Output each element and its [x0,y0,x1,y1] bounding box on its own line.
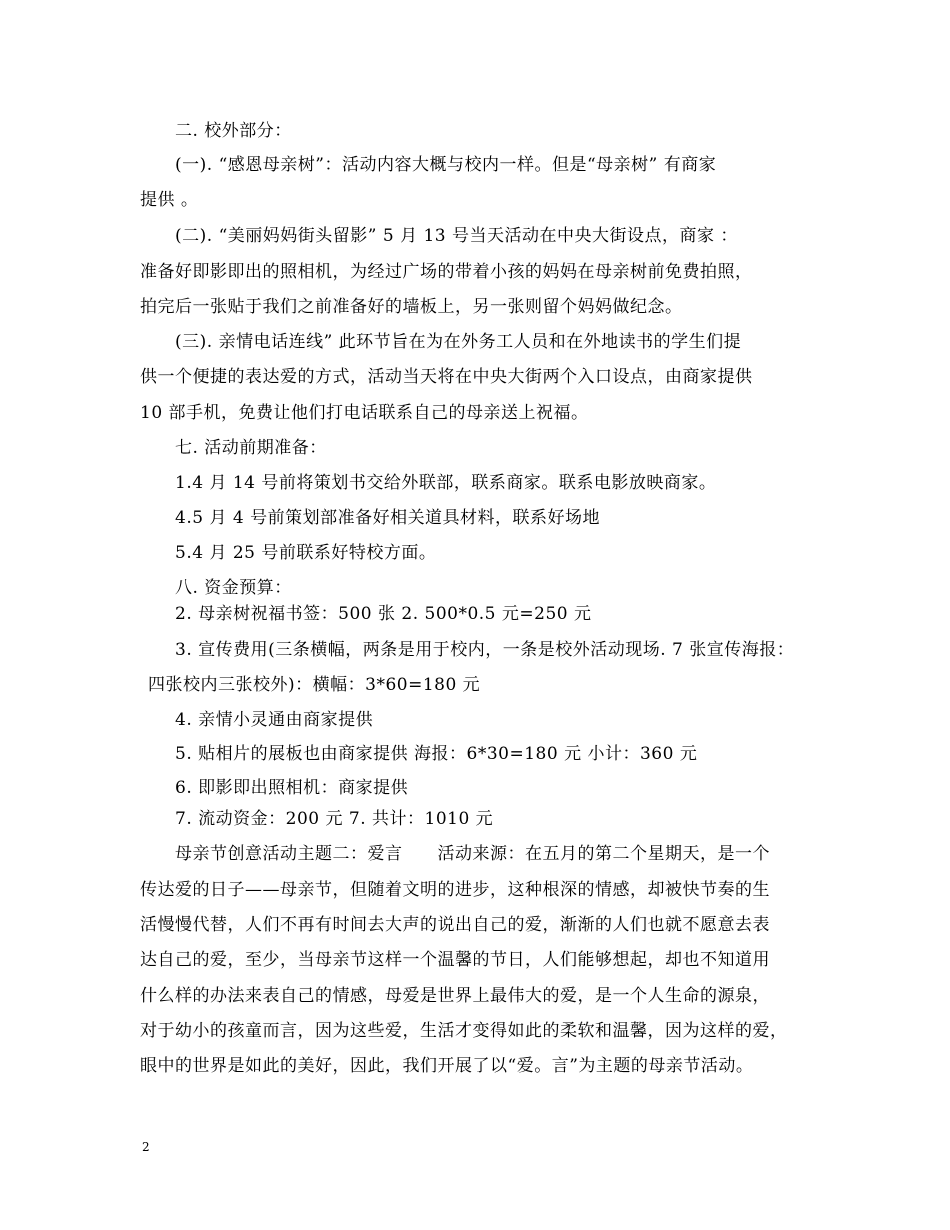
paragraph-line: 对于幼小的孩童而言，因为这些爱，生活才变得如此的柔软和温馨，因为这样的爱， [140,1021,788,1041]
list-item: 7. 流动资金：200 元 7. 共计：1010 元 [175,809,494,829]
paragraph-line: 10 部手机，免费让他们打电话联系自己的母亲送上祝福。 [140,403,589,423]
paragraph-line: (一). “感恩母亲树”：活动内容大概与校内一样。但是“母亲树” 有商家 [175,155,717,175]
paragraph-line: 拍完后一张贴于我们之前准备好的墙板上，另一张则留个妈妈做纪念。 [140,297,683,317]
paragraph-line: 什么样的办法来表自己的情感，母爱是世界上最伟大的爱，是一个人生命的源泉， [140,986,770,1006]
paragraph-line: 提供 。 [140,190,199,210]
section-heading-budget: 八. 资金预算： [175,578,292,598]
paragraph-line: 准备好即影即出的照相机，为经过广场的带着小孩的妈妈在母亲树前免费拍照， [140,262,753,282]
section-heading-off-campus: 二. 校外部分： [175,121,292,141]
paragraph-line: 活慢慢代替，人们不再有时间去大声的说出自己的爱，渐渐的人们也就不愿意去表 [140,915,770,935]
list-item: 6. 即影即出照相机：商家提供 [175,778,409,798]
paragraph-line: (二). “美丽妈妈街头留影” 5 月 13 号当天活动在中央大街设点，商家 ： [175,226,738,246]
list-item: 3. 宣传费用(三条横幅，两条是用于校内，一条是校外活动现场. 7 张宣传海报： [175,640,795,660]
list-item: 4.5 月 4 号前策划部准备好相关道具材料，联系好场地 [175,508,601,528]
list-item: 5. 贴相片的展板也由商家提供 海报：6*30=180 元 小计：360 元 [175,744,698,764]
paragraph-line: (三). 亲情电话连线” 此环节旨在为在外务工人员和在外地读书的学生们提 [175,332,742,352]
paragraph-line: 达自己的爱，至少，当母亲节这样一个温馨的节日，人们能够想起，却也不知道用 [140,950,770,970]
paragraph-line: 供一个便捷的表达爱的方式，活动当天将在中央大街两个入口设点，由商家提供 [140,367,753,387]
list-item: 5.4 月 25 号前联系好特校方面。 [175,543,437,563]
paragraph-line: 母亲节创意活动主题二：爱言 活动来源：在五月的第二个星期天，是一个 [175,844,770,864]
page-number: 2 [142,1140,150,1154]
paragraph-line: 传达爱的日子——母亲节，但随着文明的进步，这种根深的情感，却被快节奏的生 [140,880,770,900]
section-heading-preparation: 七. 活动前期准备： [175,438,327,458]
list-item: 1.4 月 14 号前将策划书交给外联部，联系商家。联系电影放映商家。 [175,473,717,493]
list-item: 4. 亲情小灵通由商家提供 [175,710,374,730]
list-item: 2. 母亲树祝福书签：500 张 2. 500*0.5 元=250 元 [175,604,592,624]
paragraph-line: 眼中的世界是如此的美好，因此，我们开展了以“爱。言”为主题的母亲节活动。 [140,1056,754,1076]
list-item-continuation: 四张校内三张校外)：横幅：3*60=180 元 [148,675,481,695]
